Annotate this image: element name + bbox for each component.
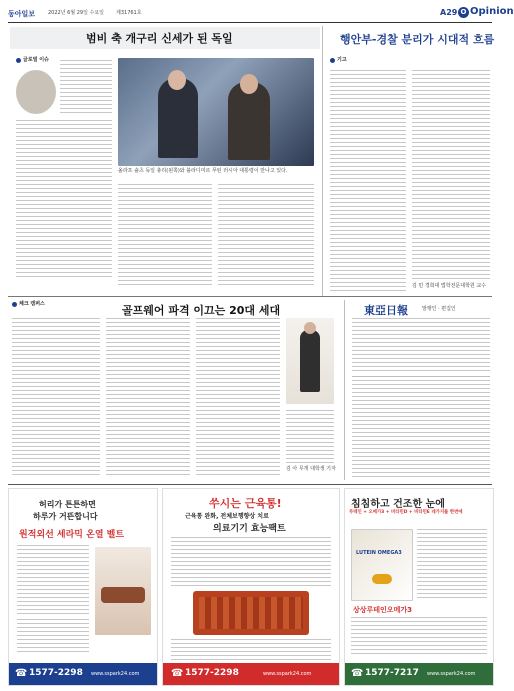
article-text [60,60,112,116]
publisher-line: 발행인 · 편집인 [422,306,456,312]
ad-ceragem [8,488,158,686]
ad-lutein [344,488,494,686]
date-line: 2022년 6월 29일 수요일 [48,10,105,16]
golfwear-byline: 김 아 무개 대학생 기자 [286,466,336,472]
column-divider [322,26,323,296]
masthead-divider [352,376,490,377]
column-divider [344,300,345,480]
ad1-body-text [17,545,89,615]
ad1-phone: 1577-2298 [29,668,83,678]
photo-face [304,322,316,334]
column-tag-label: 글로벌 이슈 [23,57,49,63]
article-text [118,184,212,288]
ad1-body-text [17,619,89,655]
author-photo [16,70,56,114]
bullet-icon [12,302,17,307]
phone-icon: ☎ [351,668,364,679]
photo-figure [300,330,320,392]
ad2-headline-main: 의료기기 효능팩트 [213,524,286,534]
ad2-phone: 1577-2298 [185,668,239,678]
article-text [286,410,334,464]
ad2-body-text [171,639,331,661]
photo-face-right [240,74,258,94]
phone-icon: ☎ [15,668,28,679]
golfwear-photo [286,318,334,404]
ad1-headline-mid: 하루가 거뜬합니다 [33,512,98,521]
ad3-phone: 1577-7217 [365,668,419,678]
ad2-headline-top: 쑤시는 근육통! [209,497,282,510]
masthead-info-text [352,380,490,478]
header-bar [8,6,514,22]
issue-number: 제31761호 [116,10,142,16]
ad1-headline-top: 허리가 튼튼하면 [39,500,96,509]
section-title: Opinion [470,6,514,17]
photo-caption: 올라프 숄츠 독일 총리(왼쪽)와 블라디미르 푸틴 러시아 대통령이 만나고 있다. [118,168,288,174]
ad2-phone-bar [163,663,339,685]
article-text [330,70,406,292]
ad3-product-label: LUTEIN OMEGA3 [356,550,402,556]
ad1-headline-main: 원적외선 세라믹 온열 벨트 [19,530,125,540]
article-text [196,318,280,476]
bullet-icon [330,58,335,63]
photo-face-left [168,70,186,90]
ad1-product-photo [95,547,151,635]
masthead-logo: 東亞日報 [364,304,408,317]
global-issue-headline: 범비 축 개구리 신세가 된 독일 [86,32,233,45]
photo-figure-left [158,78,198,158]
check-campus-label: 체크 캠퍼스 [19,301,45,307]
belt-shape [101,587,145,603]
paper-logo: 동아일보 [8,10,36,18]
opinion-icon: O [458,7,469,18]
contribution-tag-label: 기고 [337,57,347,63]
ad2-product-photo [193,591,309,635]
ad-muscle-pain [162,488,340,686]
ad2-body-text [171,537,331,587]
contribution-byline: 김 민 경희대 법학전문대학원 교수 [412,283,486,289]
page-number: A29 [440,8,458,17]
contribution-headline: 행안부-경찰 분리가 시대적 흐름 [340,33,495,46]
check-campus-tag [12,300,82,310]
mat-pattern [199,597,303,629]
ad3-url: www.sspark24.com [427,671,476,677]
header-divider [8,22,492,23]
masthead-box [352,300,492,480]
masthead-info-text [352,318,490,372]
contribution-tag [330,56,370,66]
golfwear-headline: 골프웨어 파격 이끄는 20대 세대 [122,304,281,317]
ad3-product-box [351,529,413,601]
ads-divider [8,484,492,485]
ad2-headline-sub: 근육통 완화, 전체보행향상 치료 [185,513,269,520]
ad3-body-text [351,617,487,657]
ad3-brand-line: 상상루테인오메가3 [353,606,412,614]
ad3-headline-top: 침침하고 건조한 눈에 [351,499,445,510]
bullet-icon [16,58,21,63]
section-divider [8,296,492,297]
ad3-body-text [417,529,487,599]
ad1-url: www.sspark24.com [91,671,140,677]
article-text [12,318,100,476]
article-text [16,120,112,278]
ad3-phone-bar [345,663,493,685]
ad3-headline-sub: 루테인 + 오메가3 + 비타민D + 비타민E 네가지를 한번에 [349,510,463,515]
ad1-phone-bar [9,663,157,685]
ad2-url: www.sspark24.com [263,671,312,677]
capsule-icon [372,574,392,584]
article-text [106,318,190,476]
article-photo [118,58,314,166]
article-text [218,184,314,288]
article-text [412,70,490,282]
phone-icon: ☎ [171,668,184,679]
